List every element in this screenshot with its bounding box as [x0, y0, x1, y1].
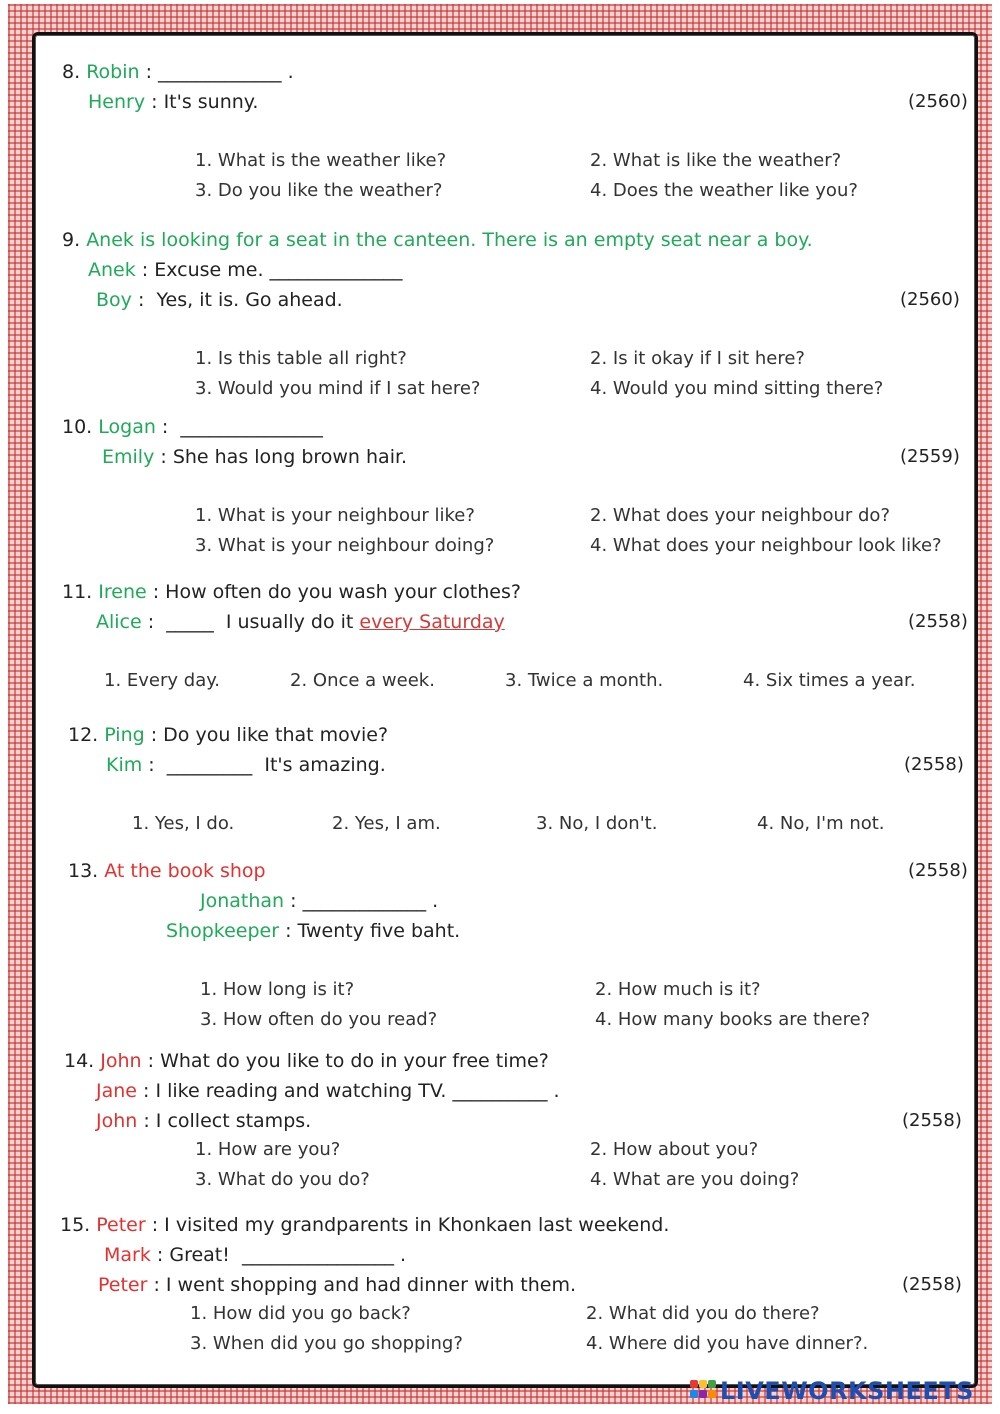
question-number: 10.	[62, 416, 93, 438]
dialogue-text: What do you like to do in your free time?	[160, 1050, 549, 1072]
option-2[interactable]: 2. How about you?	[590, 1139, 759, 1160]
speaker-name: Robin	[86, 61, 140, 83]
answer-blank[interactable]: Great! ________________ .	[169, 1244, 407, 1266]
dialogue-text: Do you like that movie?	[163, 724, 389, 746]
option-3[interactable]: 3. Twice a month.	[505, 670, 664, 691]
option-3[interactable]: 3. Do you like the weather?	[195, 180, 443, 201]
brand-name: LIVEWORKSHEETS	[720, 1377, 974, 1405]
option-4[interactable]: 4. What does your neighbour look like?	[590, 535, 942, 556]
option-4[interactable]: 4. Does the weather like you?	[590, 180, 858, 201]
dialogue-text: I collect stamps.	[155, 1110, 312, 1132]
liveworksheets-brand	[690, 1376, 974, 1406]
speaker-name: Jonathan	[200, 890, 285, 912]
exam-year: (2558)	[902, 1274, 962, 1295]
question-context: Anek is looking for a seat in the canteen. There is an empty seat near a boy.	[86, 229, 813, 251]
answer-blank[interactable]: _______________	[180, 416, 323, 438]
answer-blank[interactable]: _____________ .	[302, 890, 439, 912]
speaker-name: John	[100, 1050, 142, 1072]
option-3[interactable]: 3. What do you do?	[195, 1169, 370, 1190]
speaker-name: Mark	[104, 1244, 151, 1266]
answer-blank[interactable]: Excuse me. ______________	[154, 259, 403, 281]
exam-year: (2559)	[900, 446, 960, 467]
exam-year: (2558)	[904, 754, 964, 775]
speaker-name: Alice	[96, 611, 142, 633]
option-2[interactable]: 2. Once a week.	[290, 670, 435, 691]
speaker-name: Logan	[98, 416, 156, 438]
option-4[interactable]: 4. Would you mind sitting there?	[590, 378, 884, 399]
question-number: 12.	[68, 724, 99, 746]
option-1[interactable]: 1. What is the weather like?	[195, 150, 447, 171]
speaker-name: John	[96, 1110, 138, 1132]
option-2[interactable]: 2. What does your neighbour do?	[590, 505, 890, 526]
underlined-phrase: every Saturday	[359, 611, 505, 633]
speaker-name: Kim	[106, 754, 143, 776]
question-number: 14.	[64, 1050, 95, 1072]
speaker-name: Emily	[102, 446, 155, 468]
option-2[interactable]: 2. Is it okay if I sit here?	[590, 348, 805, 369]
option-1[interactable]: 1. How are you?	[195, 1139, 341, 1160]
option-1[interactable]: 1. How long is it?	[200, 979, 355, 1000]
exam-year: (2558)	[908, 860, 968, 881]
question-number: 11.	[62, 581, 93, 603]
option-2[interactable]: 2. What is like the weather?	[590, 150, 842, 171]
option-4[interactable]: 4. Where did you have dinner?.	[586, 1333, 869, 1354]
question-number: 8.	[62, 61, 81, 83]
speaker-name: Peter	[98, 1274, 148, 1296]
exam-year: (2560)	[900, 289, 960, 310]
option-2[interactable]: 2. Yes, I am.	[332, 813, 441, 834]
option-4[interactable]: 4. Six times a year.	[743, 670, 916, 691]
dialogue-text: Twenty five baht.	[297, 920, 461, 942]
exam-year: (2558)	[908, 611, 968, 632]
dialogue-text: I went shopping and had dinner with them.	[165, 1274, 577, 1296]
speaker-name: Boy	[96, 289, 132, 311]
option-4[interactable]: 4. What are you doing?	[590, 1169, 800, 1190]
speaker-name: Irene	[98, 581, 147, 603]
option-3[interactable]: 3. When did you go shopping?	[190, 1333, 463, 1354]
liveworksheets-logo-icon	[690, 1380, 716, 1402]
answer-blank[interactable]: I like reading and watching TV. __________ .	[155, 1080, 560, 1102]
exam-year: (2558)	[902, 1110, 962, 1131]
dialogue-text: How often do you wash your clothes?	[165, 581, 521, 603]
speaker-name: Henry	[88, 91, 146, 113]
speaker-name: Peter	[96, 1214, 146, 1236]
option-4[interactable]: 4. No, I'm not.	[757, 813, 885, 834]
speaker-name: Ping	[104, 724, 145, 746]
option-4[interactable]: 4. How many books are there?	[595, 1009, 871, 1030]
option-2[interactable]: 2. What did you do there?	[586, 1303, 820, 1324]
speaker-name: Jane	[96, 1080, 137, 1102]
dialogue-text: I visited my grandparents in Khonkaen last weekend.	[164, 1214, 670, 1236]
speaker-name: Anek	[88, 259, 136, 281]
answer-blank[interactable]: _____________ .	[158, 61, 294, 83]
option-1[interactable]: 1. Yes, I do.	[132, 813, 235, 834]
question-number: 9.	[62, 229, 81, 251]
answer-blank[interactable]: _____ I usually do it	[166, 611, 360, 633]
option-1[interactable]: 1. How did you go back?	[190, 1303, 411, 1324]
answer-blank[interactable]: _________ It's amazing.	[166, 754, 386, 776]
exam-year: (2560)	[908, 91, 968, 112]
option-3[interactable]: 3. No, I don't.	[536, 813, 658, 834]
option-1[interactable]: 1. Every day.	[104, 670, 221, 691]
option-2[interactable]: 2. How much is it?	[595, 979, 761, 1000]
dialogue-text: It's sunny.	[163, 91, 259, 113]
question-context: At the book shop	[104, 860, 266, 882]
question-number: 15.	[60, 1214, 91, 1236]
dialogue-text: Yes, it is. Go ahead.	[156, 289, 343, 311]
question-number: 13.	[68, 860, 99, 882]
option-3[interactable]: 3. What is your neighbour doing?	[195, 535, 495, 556]
option-3[interactable]: 3. How often do you read?	[200, 1009, 438, 1030]
option-1[interactable]: 1. What is your neighbour like?	[195, 505, 475, 526]
option-1[interactable]: 1. Is this table all right?	[195, 348, 407, 369]
speaker-name: Shopkeeper	[166, 920, 280, 942]
option-3[interactable]: 3. Would you mind if I sat here?	[195, 378, 481, 399]
dialogue-text: She has long brown hair.	[172, 446, 408, 468]
